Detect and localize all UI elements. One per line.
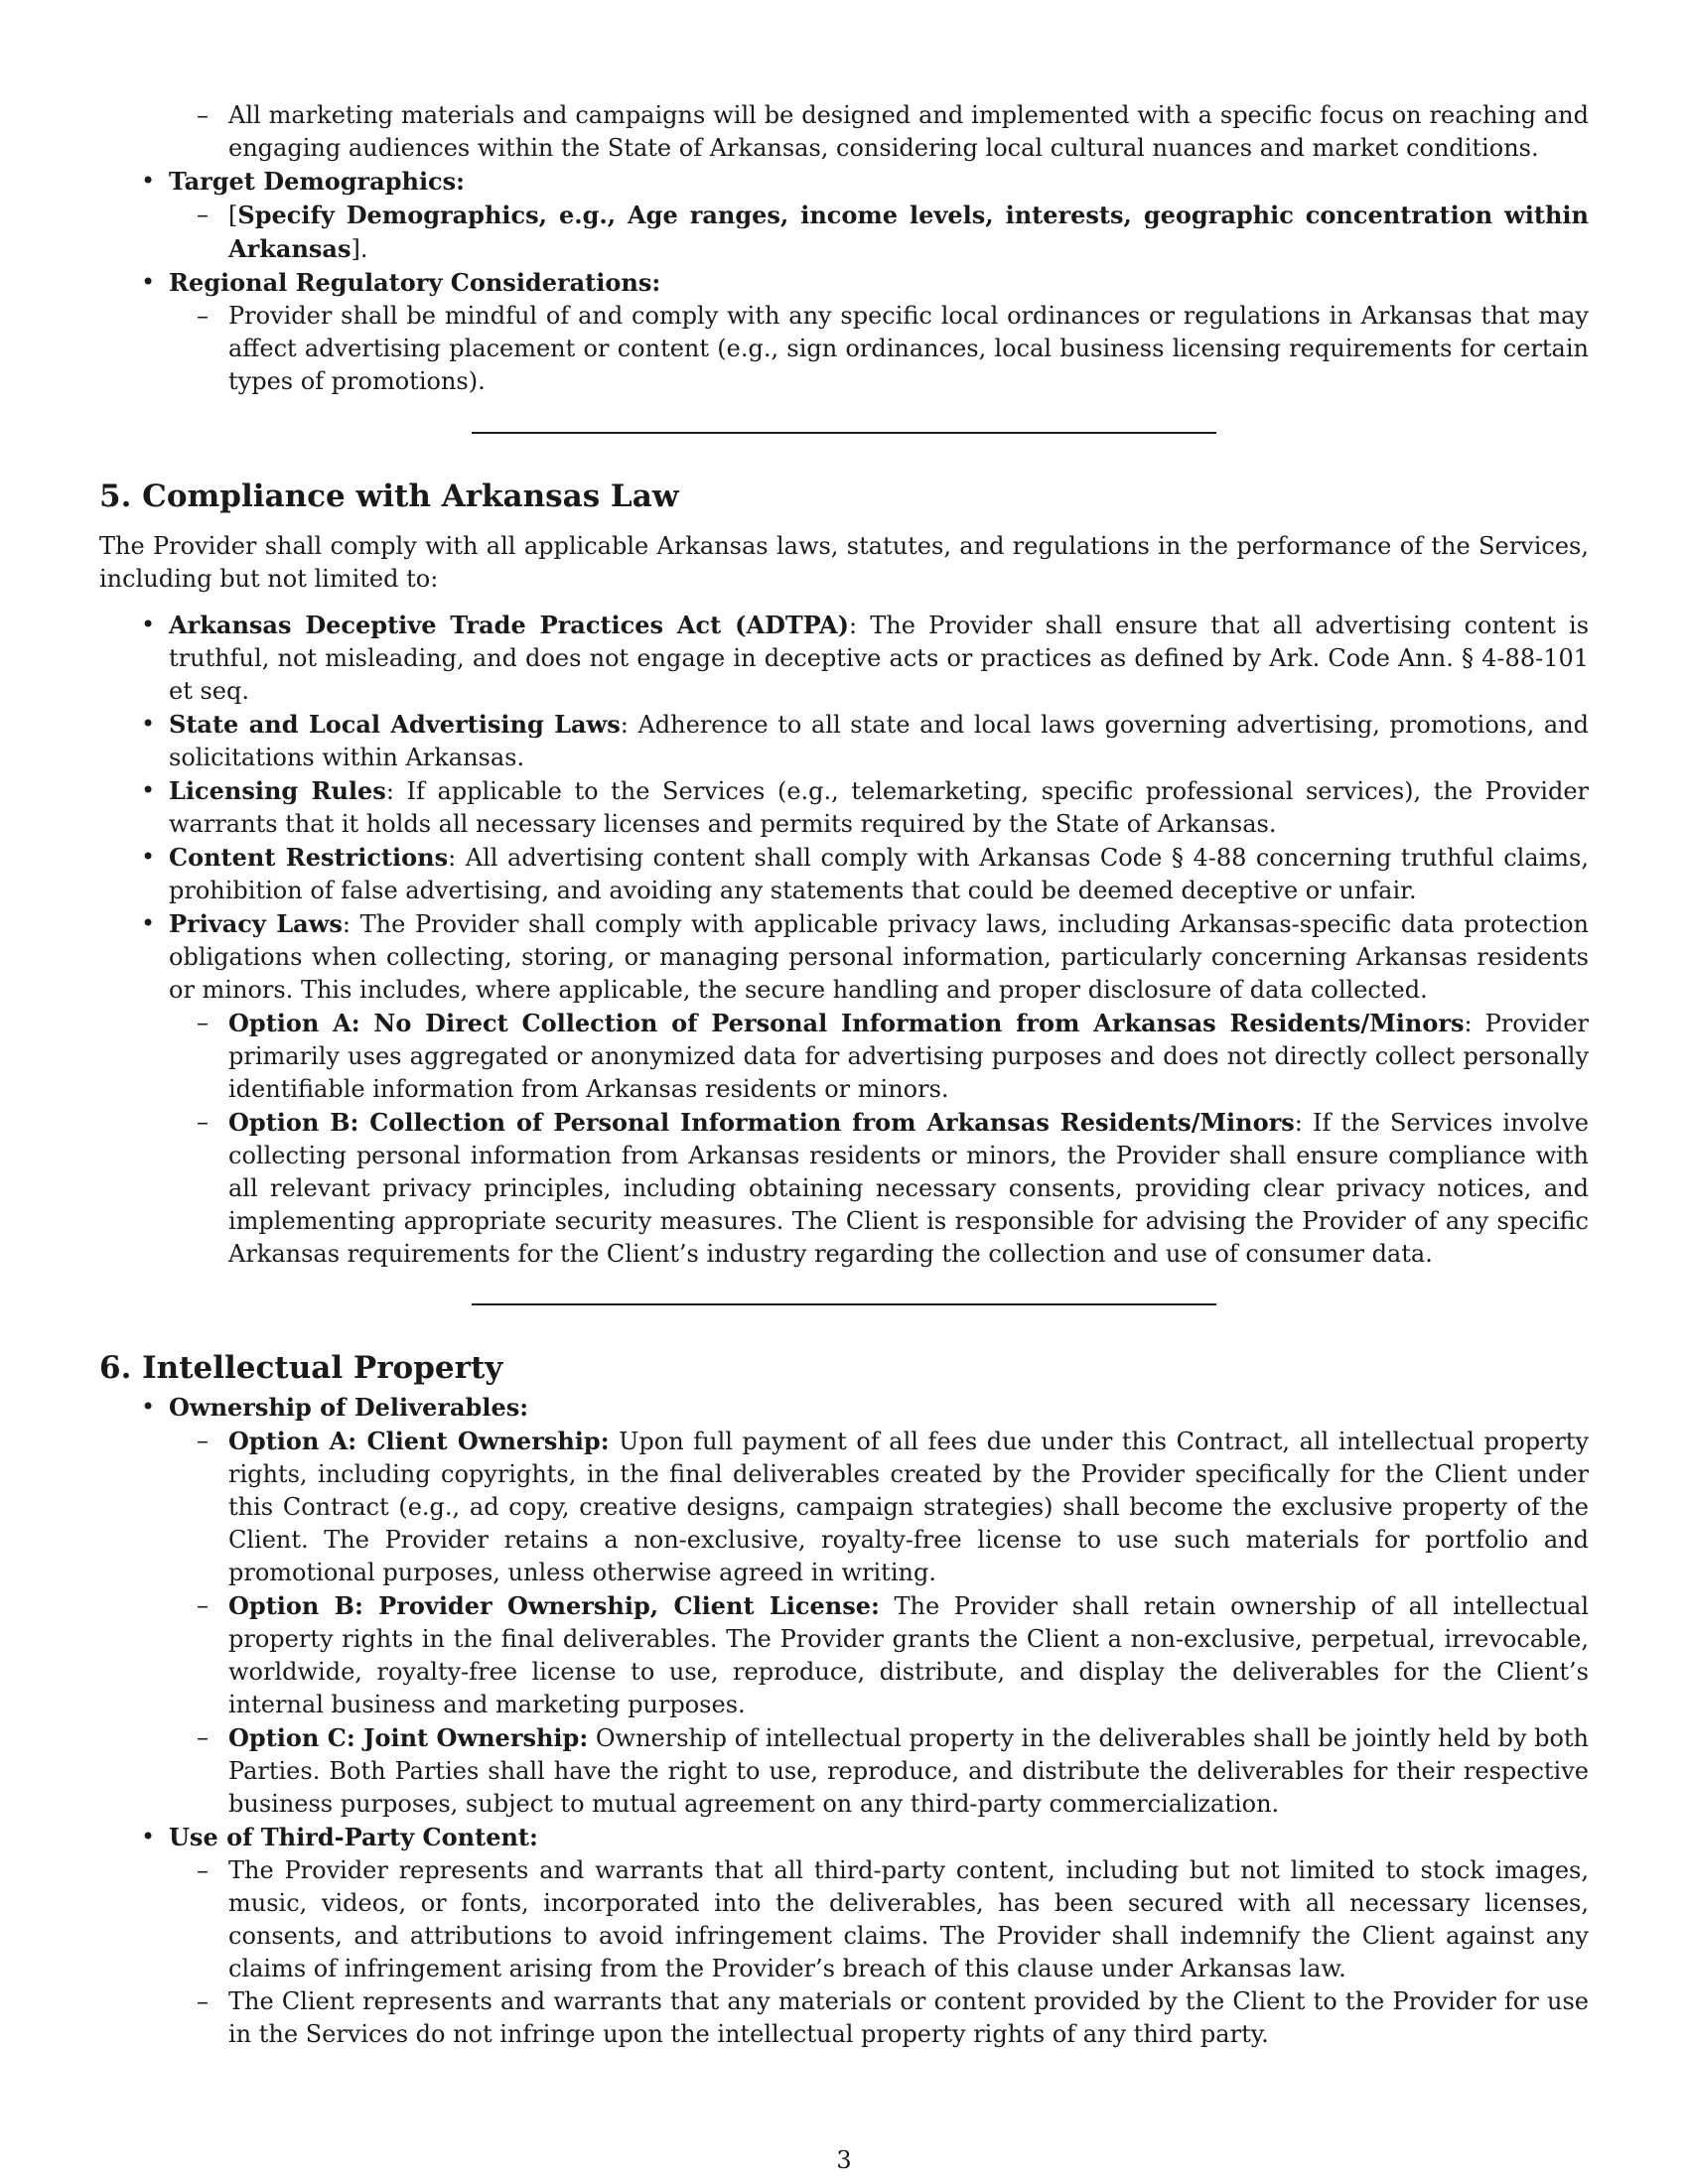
list-item <box>99 99 1589 165</box>
option-label: Option A: No Direct Collection of Personal Information from Arkansas Residents/Minors <box>228 1009 1465 1037</box>
bullet-marker: • <box>141 776 156 804</box>
dash-marker: – <box>197 1723 209 1751</box>
list-item <box>99 1425 1589 1589</box>
list-item <box>99 1007 1589 1106</box>
list-item <box>99 841 1589 907</box>
dash-marker: – <box>197 1427 209 1454</box>
list-item <box>99 1106 1589 1271</box>
dash-marker: – <box>197 101 209 129</box>
option-text: : If the Services involve collecting personal information from Arkansas residents or minors, the Provider shall ensure compliance with all relevant privacy principles, including obtaining necessary consents, providing clear privacy notices, and implementing appropriate security measures. The Client is responsible for advising the Provider of any specific Arkansas requirements for the Client’s industry regarding the collection and use of consumer data. <box>228 1109 1589 1268</box>
option-text: Upon full payment of all fees due under this Contract, all intellectual property rights, including copyrights, in the final deliverables created by the Provider specifically for the Client under this Contract (e.g., ad copy, creative designs, campaign strategies) shall become the exclusive property of the Client. The Provider retains a non-exclusive, royalty-free license to use such materials for portfolio and promotional purposes, unless otherwise agreed in writing. <box>228 1428 1590 1586</box>
option-label: Option B: Collection of Personal Information from Arkansas Residents/Minors <box>228 1108 1295 1137</box>
list-item <box>99 266 1589 398</box>
list-item-text: : If applicable to the Services (e.g., telemarketing, specific professional services), the Provider warrants that it holds all necessary licenses and permits required by the State of Arkansas. <box>169 777 1589 838</box>
horizontal-rule <box>472 432 1216 434</box>
list-item-label: Licensing Rules <box>169 776 386 805</box>
ip-list <box>99 1391 1589 2051</box>
third-party-item-text: The Provider represents and warrants that all third-party content, including but not limited to stock images, music, videos, or fonts, incorporated into the deliverables, has been secured with all necessary licenses, consents, and attributions to avoid infringement claims. The Provider shall indemnify the Client against any claims of infringement arising from the Provider’s breach of this clause under Arkansas law. <box>228 1856 1589 1982</box>
list-item-label: Arkansas Deceptive Trade Practices Act (ADTPA) <box>169 611 850 639</box>
sub-list <box>169 1425 1589 1821</box>
list-item <box>99 99 1589 165</box>
dash-marker: – <box>197 302 209 330</box>
bullet-marker: • <box>141 843 156 871</box>
list-item <box>99 708 1589 774</box>
marketing-item-text: All marketing materials and campaigns will be designed and implemented with a specific focus on reaching and engaging audiences within the State of Arkansas, considering local cultural nuances and market conditions. <box>228 101 1589 162</box>
list-item <box>99 199 1589 266</box>
option-label: Option A: Client Ownership: <box>228 1427 610 1455</box>
dash-marker: – <box>197 1009 209 1036</box>
bullet-marker: • <box>141 167 156 195</box>
bracket-open: [ <box>228 202 238 229</box>
third-party-label: Use of Third-Party Content: <box>169 1823 538 1851</box>
dash-marker: – <box>197 1108 209 1136</box>
list-item <box>99 1821 1589 2051</box>
list-item <box>99 907 1589 1271</box>
list-item-label: Privacy Laws <box>169 909 343 938</box>
bullet-marker: • <box>141 710 156 738</box>
bullet-marker: • <box>141 909 156 937</box>
list-item <box>99 300 1589 398</box>
bullet-marker: • <box>141 1823 156 1850</box>
section-5-heading: 5. Compliance with Arkansas Law <box>99 478 679 514</box>
list-item <box>99 1721 1589 1821</box>
page-content <box>99 99 1589 2051</box>
regional-item-text: Provider shall be mindful of and comply with any specific local ordinances or regulations in Arkansas that may affect advertising placement or content (e.g., sign ordinances, local business licensing requirements for certain types of promotions). <box>228 302 1589 395</box>
option-text: : Provider primarily uses aggregated or anonymized data for advertising purposes and does not directly collect personally identifiable information from Arkansas residents or minors. <box>228 1010 1589 1103</box>
section-5-intro: The Provider shall comply with all applicable Arkansas laws, statutes, and regulations in the performance of the Services, including but not limited to: <box>99 532 1589 593</box>
list-item-text: : All advertising content shall comply with Arkansas Code § 4-88 concerning truthful claims, prohibition of false advertising, and avoiding any statements that could be deemed deceptive or unfair. <box>169 844 1590 904</box>
target-demographics-label: Target Demographics: <box>169 167 466 196</box>
option-text: Ownership of intellectual property in the deliverables shall be jointly held by both Parties. Both Parties shall have the right to use, reproduce, and distribute the deliverables for their respective business purposes, subject to mutual agreement on any third-party commercialization. <box>228 1724 1590 1818</box>
list-item-label: State and Local Advertising Laws <box>169 710 621 739</box>
sub-list <box>99 99 1589 165</box>
regional-considerations-label: Regional Regulatory Considerations: <box>169 268 661 297</box>
bullet-marker: • <box>141 611 156 638</box>
dash-marker: – <box>197 1987 209 2015</box>
ownership-label: Ownership of Deliverables: <box>169 1393 529 1422</box>
list-item <box>99 165 1589 266</box>
sub-list <box>169 199 1589 266</box>
option-label: Option B: Provider Ownership, Client License: <box>228 1591 880 1620</box>
sub-list <box>169 1007 1589 1271</box>
dash-marker: – <box>197 1856 209 1884</box>
page-number: 3 <box>836 2146 852 2174</box>
bracket-close: ]. <box>351 235 368 263</box>
list-item <box>99 1854 1589 1985</box>
list-item <box>99 1985 1589 2051</box>
list-item-label: Content Restrictions <box>169 843 449 872</box>
list-item <box>99 1589 1589 1721</box>
dash-marker: – <box>197 1591 209 1619</box>
dash-marker: – <box>197 201 209 228</box>
list-item <box>99 774 1589 841</box>
list-item-text: : The Provider shall ensure that all advertising content is truthful, not misleading, and does not engage in deceptive acts or practices as defined by Ark. Code Ann. § 4-88-101 et seq. <box>169 612 1590 705</box>
list-item <box>99 609 1589 708</box>
compliance-list <box>99 609 1589 1271</box>
bullet-marker: • <box>141 268 156 296</box>
list-item-text: : The Provider shall comply with applicable privacy laws, including Arkansas-specific data protection obligations when collecting, storing, or managing personal information, particularly concerning Arkansas residents or minors. This includes, where applicable, the secure handling and proper disclosure of data collected. <box>169 910 1589 1004</box>
sub-list <box>169 1854 1589 2051</box>
marketing-list <box>99 99 1589 398</box>
list-item-text: : Adherence to all state and local laws governing advertising, promotions, and solicitations within Arkansas. <box>169 711 1589 771</box>
section-6-heading: 6. Intellectual Property <box>99 1350 503 1386</box>
horizontal-rule <box>472 1303 1216 1305</box>
option-label: Option C: Joint Ownership: <box>228 1723 589 1752</box>
target-demographics-placeholder: Specify Demographics, e.g., Age ranges, income levels, interests, geographic concentration within Arkansas <box>228 201 1589 263</box>
third-party-item-text: The Client represents and warrants that any materials or content provided by the Client to the Provider for use in the Services do not infringe upon the intellectual property rights of any third party. <box>228 1987 1589 2048</box>
bullet-marker: • <box>141 1393 156 1421</box>
list-item <box>99 1391 1589 1821</box>
sub-list <box>169 300 1589 398</box>
option-text: The Provider shall retain ownership of all intellectual property rights in the final deliverables. The Provider grants the Client a non-exclusive, perpetual, irrevocable, worldwide, royalty-free license to use, reproduce, distribute, and display the deliverables for the Client’s internal business and marketing purposes. <box>228 1592 1590 1718</box>
